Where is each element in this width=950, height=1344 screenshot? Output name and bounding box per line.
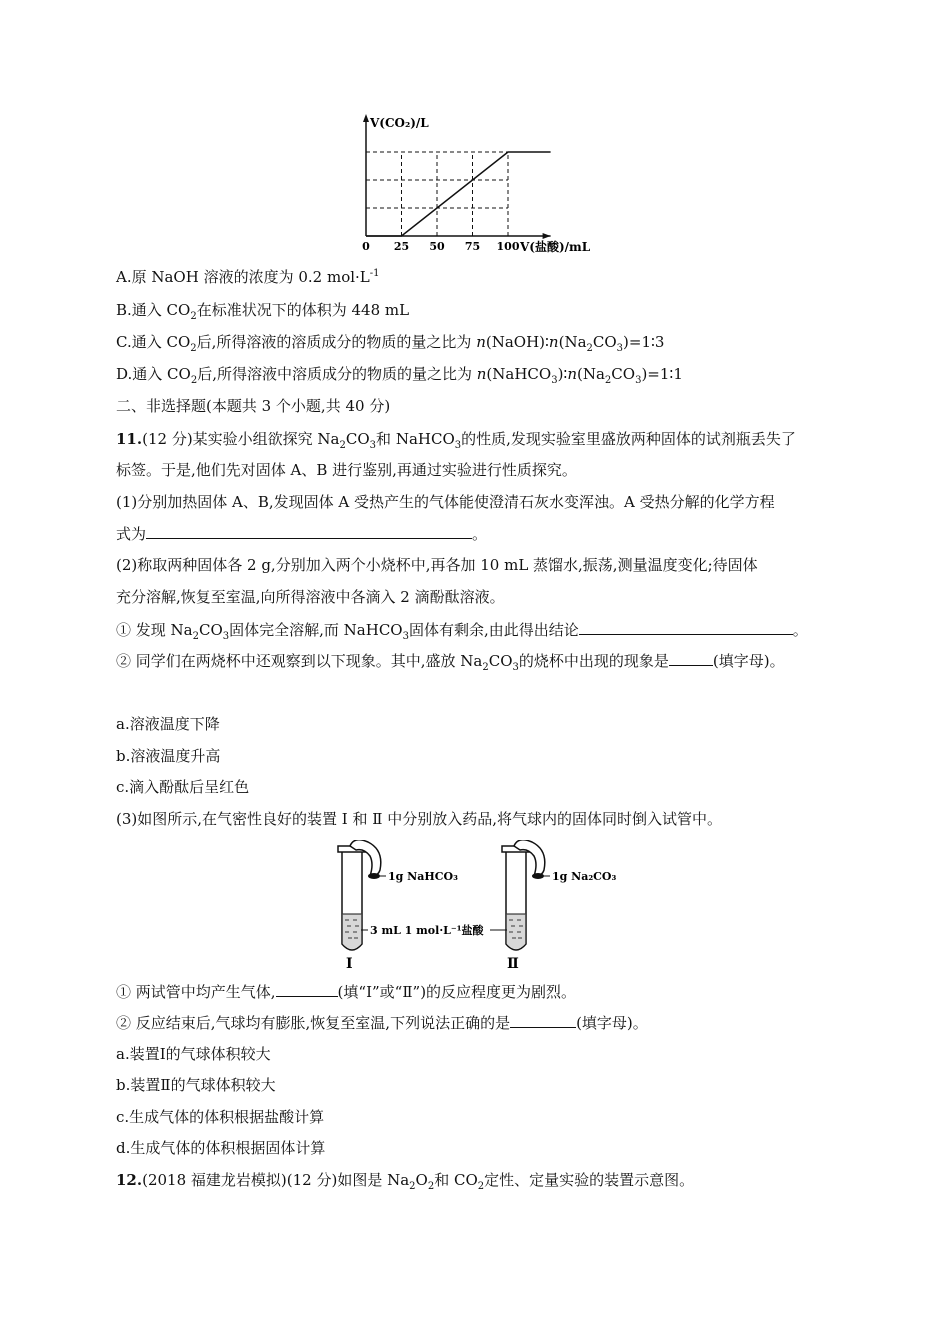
co2-hcl-graph bbox=[350, 110, 610, 260]
text: CO bbox=[198, 621, 223, 639]
label-nahco3: 1g NaHCO₃ bbox=[388, 870, 458, 883]
q11-part3-item2 bbox=[116, 1011, 850, 1034]
q11-intro-2: 标签。于是,他们先对固体 A、B 进行鉴别,再通过实验进行性质探究。 bbox=[116, 461, 577, 479]
sub: 3 bbox=[369, 440, 377, 451]
sub: 2 bbox=[190, 311, 197, 322]
x-tick-label: 75 bbox=[464, 240, 481, 253]
q11-part2-item1 bbox=[116, 618, 850, 641]
q11-number: 11. bbox=[116, 430, 143, 448]
option-d-text2: 后,所得溶液中溶质成分的物质的量之比为 bbox=[197, 365, 477, 383]
var-n: n bbox=[548, 333, 559, 351]
option-c-expr: (NaOH)∶ bbox=[485, 333, 549, 351]
text: ① 发现 Na bbox=[116, 621, 193, 639]
text: (12 分)某实验小组欲探究 Na bbox=[142, 430, 340, 448]
x-tick-label: 0 bbox=[362, 240, 370, 253]
sub: 2 bbox=[427, 1181, 435, 1192]
text: ① 两试管中均产生气体, bbox=[116, 983, 276, 1001]
q12-intro bbox=[116, 1169, 850, 1191]
option-c-text2: 后,所得溶液的溶质成分的物质的量之比为 bbox=[196, 333, 477, 351]
answer-blank[interactable] bbox=[146, 522, 472, 539]
q11-opt2-c: c.生成气体的体积根据盐酸计算 bbox=[116, 1108, 325, 1126]
q11-opt-a: a.溶液温度下降 bbox=[116, 715, 220, 733]
answer-blank[interactable] bbox=[510, 1011, 576, 1028]
var-n: n bbox=[567, 365, 577, 383]
option-b bbox=[116, 299, 850, 321]
sub: 2 bbox=[482, 662, 489, 673]
text: 的烧杯中出现的现象是 bbox=[518, 652, 669, 670]
graph-x-label: V(盐酸)/mL bbox=[520, 240, 591, 254]
answer-blank[interactable] bbox=[276, 980, 338, 997]
sub: 2 bbox=[477, 1181, 485, 1192]
sub: 3 bbox=[635, 375, 642, 386]
sub: 3 bbox=[512, 662, 519, 673]
apparatus-diagram bbox=[330, 840, 630, 970]
text: (填“Ⅰ”或“Ⅱ”)的反应程度更为剧烈。 bbox=[337, 983, 577, 1001]
option-d-text: D.通入 CO bbox=[116, 365, 191, 383]
text: 的性质,发现实验室里盛放两种固体的试剂瓶丢失了 bbox=[461, 430, 796, 448]
series-line bbox=[366, 152, 551, 236]
text: (填字母)。 bbox=[576, 1014, 648, 1032]
text: 定性、定量实验的装置示意图。 bbox=[484, 1171, 695, 1189]
label-acid: 3 mL 1 mol·L⁻¹盐酸 bbox=[370, 924, 484, 937]
answer-blank[interactable] bbox=[579, 618, 793, 635]
x-tick-label: 100 bbox=[496, 240, 520, 253]
text: ② 反应结束后,气球均有膨胀,恢复至室温,下列说法正确的是 bbox=[116, 1014, 511, 1032]
q11-intro-1 bbox=[116, 428, 850, 450]
label-tube-2: Ⅱ bbox=[507, 956, 519, 970]
option-d-expr3: (Na bbox=[577, 365, 605, 383]
text: 式为 bbox=[116, 525, 147, 543]
q11-opt-b: b.溶液温度升高 bbox=[116, 747, 221, 765]
option-d-tail: )=1∶1 bbox=[641, 365, 683, 383]
option-a-sup: -1 bbox=[369, 268, 380, 279]
test-tube-2 bbox=[502, 846, 530, 950]
option-d-expr2: )∶ bbox=[557, 365, 568, 383]
q11-opt-c: c.滴入酚酞后呈红色 bbox=[116, 778, 250, 796]
text: (填字母)。 bbox=[712, 652, 785, 670]
test-tube-1 bbox=[338, 846, 366, 950]
text: 和 NaHCO bbox=[376, 430, 455, 448]
text: 和 CO bbox=[434, 1171, 478, 1189]
option-b-text2: 在标准状况下的体积为 448 mL bbox=[196, 301, 410, 319]
option-c bbox=[116, 331, 850, 353]
q12-number: 12. bbox=[116, 1171, 143, 1189]
option-c-expr3: CO bbox=[592, 333, 617, 351]
balloon-1 bbox=[350, 840, 381, 879]
text: O bbox=[415, 1171, 428, 1189]
q11-part3: (3)如图所示,在气密性良好的装置 Ⅰ 和 Ⅱ 中分别放入药品,将气球内的固体同时倒入试管中。 bbox=[116, 810, 722, 828]
var-n: n bbox=[476, 333, 486, 351]
sub: 2 bbox=[190, 375, 198, 386]
text: 固体有剩余,由此得出结论 bbox=[408, 621, 579, 639]
option-c-tail: )=1∶3 bbox=[623, 333, 665, 351]
sub: 2 bbox=[192, 631, 199, 642]
graph-y-label: V(CO₂)/L bbox=[370, 116, 429, 130]
text: CO bbox=[488, 652, 513, 670]
section-heading: 二、非选择题(本题共 3 个小题,共 40 分) bbox=[116, 397, 391, 415]
x-tick-label: 50 bbox=[429, 240, 445, 253]
sub: 3 bbox=[454, 440, 462, 451]
answer-blank[interactable] bbox=[669, 649, 713, 666]
label-na2co3: 1g Na₂CO₃ bbox=[552, 870, 617, 883]
q11-opt2-a: a.装置Ⅰ的气球体积较大 bbox=[116, 1045, 271, 1063]
balloon-2 bbox=[514, 840, 545, 879]
option-d bbox=[116, 363, 850, 385]
sub: 2 bbox=[339, 440, 346, 451]
text: ② 同学们在两烧杯中还观察到以下现象。其中,盛放 Na bbox=[116, 652, 483, 670]
q11-part1-line2 bbox=[116, 522, 850, 545]
q11-part3-item1 bbox=[116, 980, 850, 1003]
x-tick-label: 25 bbox=[393, 240, 410, 253]
q11-part2-line1: (2)称取两种固体各 2 g,分别加入两个小烧杯中,再各加 10 mL 蒸馏水,振荡,测量温度变化;待固体 bbox=[116, 556, 758, 574]
sub: 2 bbox=[604, 375, 612, 386]
label-tube-1: Ⅰ bbox=[346, 956, 353, 970]
var-n: n bbox=[476, 365, 487, 383]
q11-opt2-d: d.生成气体的体积根据固体计算 bbox=[116, 1139, 326, 1157]
option-c-text: C.通入 CO bbox=[116, 333, 191, 351]
q11-part2-line2: 充分溶解,恢复至室温,向所得溶液中各滴入 2 滴酚酞溶液。 bbox=[116, 588, 505, 606]
sub: 3 bbox=[402, 631, 409, 642]
q11-opt2-b: b.装置Ⅱ的气球体积较大 bbox=[116, 1076, 276, 1094]
sub: 2 bbox=[409, 1181, 416, 1192]
sub: 2 bbox=[586, 343, 593, 354]
q11-part2-item2 bbox=[116, 649, 850, 672]
sub: 3 bbox=[551, 375, 558, 386]
y-axis-arrow bbox=[363, 114, 369, 122]
sub: 2 bbox=[190, 343, 197, 354]
text: 。 bbox=[472, 525, 488, 543]
text: 固体完全溶解,而 NaHCO bbox=[229, 621, 403, 639]
sub: 3 bbox=[616, 343, 624, 354]
option-a bbox=[116, 266, 850, 288]
text: (2018 福建龙岩模拟)(12 分)如图是 Na bbox=[142, 1171, 410, 1189]
option-c-expr2: (Na bbox=[558, 333, 587, 351]
sub: 3 bbox=[222, 631, 230, 642]
option-d-expr4: CO bbox=[611, 365, 636, 383]
option-d-expr: (NaHCO bbox=[486, 365, 552, 383]
text: 。 bbox=[792, 621, 808, 639]
q11-part1-line1: (1)分别加热固体 A、B,发现固体 A 受热产生的气体能使澄清石灰水变浑浊。A 受热分解的化学方程 bbox=[116, 493, 775, 511]
x-axis-arrow bbox=[543, 233, 551, 239]
option-a-text: A.原 NaOH 溶液的浓度为 0.2 mol·L bbox=[116, 268, 370, 286]
option-b-text: B.通入 CO bbox=[116, 301, 191, 319]
text: CO bbox=[345, 430, 370, 448]
